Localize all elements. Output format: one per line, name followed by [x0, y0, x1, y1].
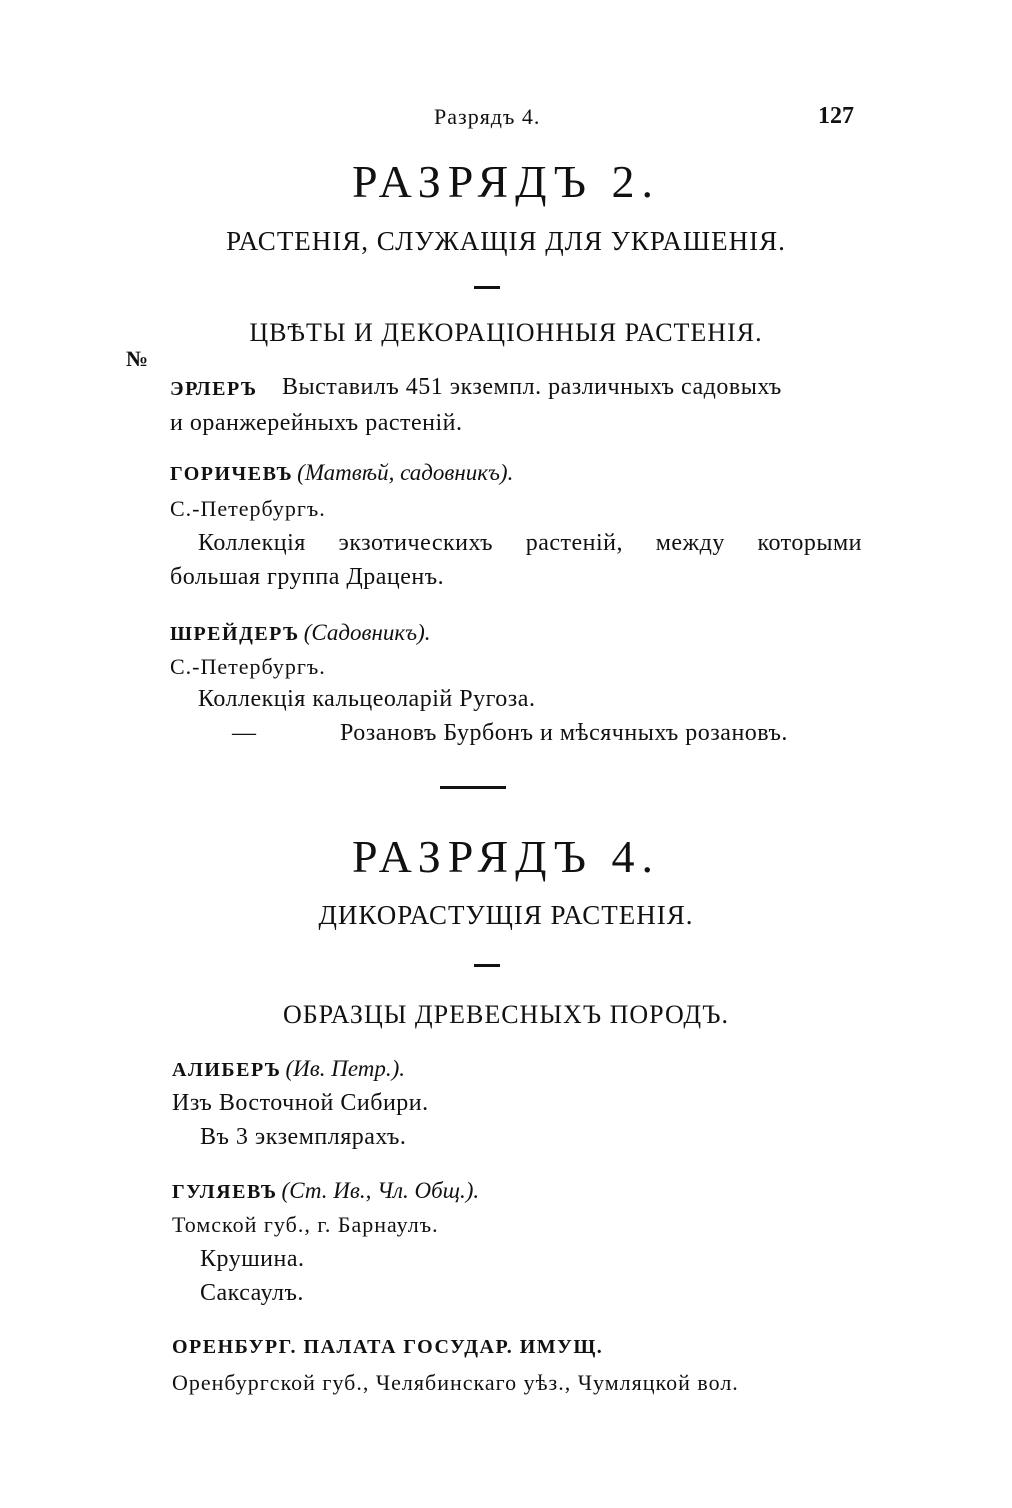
entry-text-line: и оранжерейныхъ растеній.: [170, 410, 463, 436]
title-dash: [474, 286, 500, 289]
entry-role: (Матвѣй, садовникъ).: [297, 460, 514, 485]
entry-heading-gulyaev: [172, 1178, 479, 1204]
section-4-subtitle: ДИКОРАСТУЩІЯ РАСТЕНІЯ.: [318, 900, 694, 930]
entry-name: АЛИБЕРЪ: [172, 1059, 282, 1081]
entry-name: ГОРИЧЕВЪ: [170, 463, 294, 485]
entry-text-line: Саксаулъ.: [200, 1280, 304, 1306]
number-column-mark: №: [126, 346, 149, 371]
entry-text-line: Розановъ Бурбонъ и мѣсячныхъ розановъ.: [340, 720, 788, 746]
title-dash: [474, 964, 500, 967]
entry-place: С.-Петербургъ.: [170, 496, 326, 521]
entry-text-line: Крушина.: [200, 1246, 305, 1272]
ditto-dash: —: [232, 720, 257, 746]
entry-role: (Ст. Ив., Чл. Общ.).: [281, 1178, 480, 1203]
entry-name-orenburg: ОРЕНБУРГ. ПАЛАТА ГОСУДАР. ИМУЩ.: [172, 1336, 604, 1358]
entry-text-line: Коллекція экзотическихъ растеній, между которыми: [198, 530, 862, 556]
entry-heading-gorichev: [170, 460, 513, 486]
running-head: Разрядъ 4.: [434, 104, 541, 129]
entry-name: ГУЛЯЕВЪ: [172, 1181, 278, 1203]
entry-name-erler: ЭРЛЕРЪ: [170, 378, 258, 400]
entry-role: (Садовникъ).: [303, 620, 431, 645]
section-2-title: РАЗРЯДЪ 2.: [351, 156, 661, 207]
entry-text-line: Коллекція кальцеоларій Ругоза.: [198, 686, 536, 712]
section-4-title: РАЗРЯДЪ 4.: [351, 831, 661, 882]
entry-place: Томской губ., г. Барнаулъ.: [172, 1212, 439, 1237]
section-2-subtitle: РАСТЕНІЯ, СЛУЖАЩІЯ ДЛЯ УКРАШЕНІЯ.: [226, 226, 786, 256]
section-divider: [440, 786, 506, 789]
entry-heading-aliber: [172, 1056, 405, 1082]
entry-text-line: Въ 3 экземплярахъ.: [200, 1124, 407, 1150]
entry-text-line: Выставилъ 451 экземпл. различныхъ садовыхъ: [282, 374, 782, 400]
entry-place: Оренбургской губ., Челябинскаго уѣз., Чумляцкой вол.: [172, 1370, 739, 1395]
section-2-group-title: ЦВѢТЫ И ДЕКОРАЦІОННЫЯ РАСТЕНІЯ.: [249, 318, 763, 347]
page-number: 127: [818, 103, 854, 129]
entry-place: Изъ Восточной Сибири.: [172, 1090, 429, 1116]
entry-place: С.-Петербургъ.: [170, 654, 326, 679]
entry-role: (Ив. Петр.).: [285, 1056, 406, 1081]
entry-heading-shreider: [170, 620, 431, 646]
section-4-group-title: ОБРАЗЦЫ ДРЕВЕСНЫХЪ ПОРОДЪ.: [282, 1000, 730, 1029]
entry-name: ШРЕЙДЕРЪ: [170, 623, 300, 645]
entry-text-line: большая группа Драценъ.: [170, 564, 445, 590]
